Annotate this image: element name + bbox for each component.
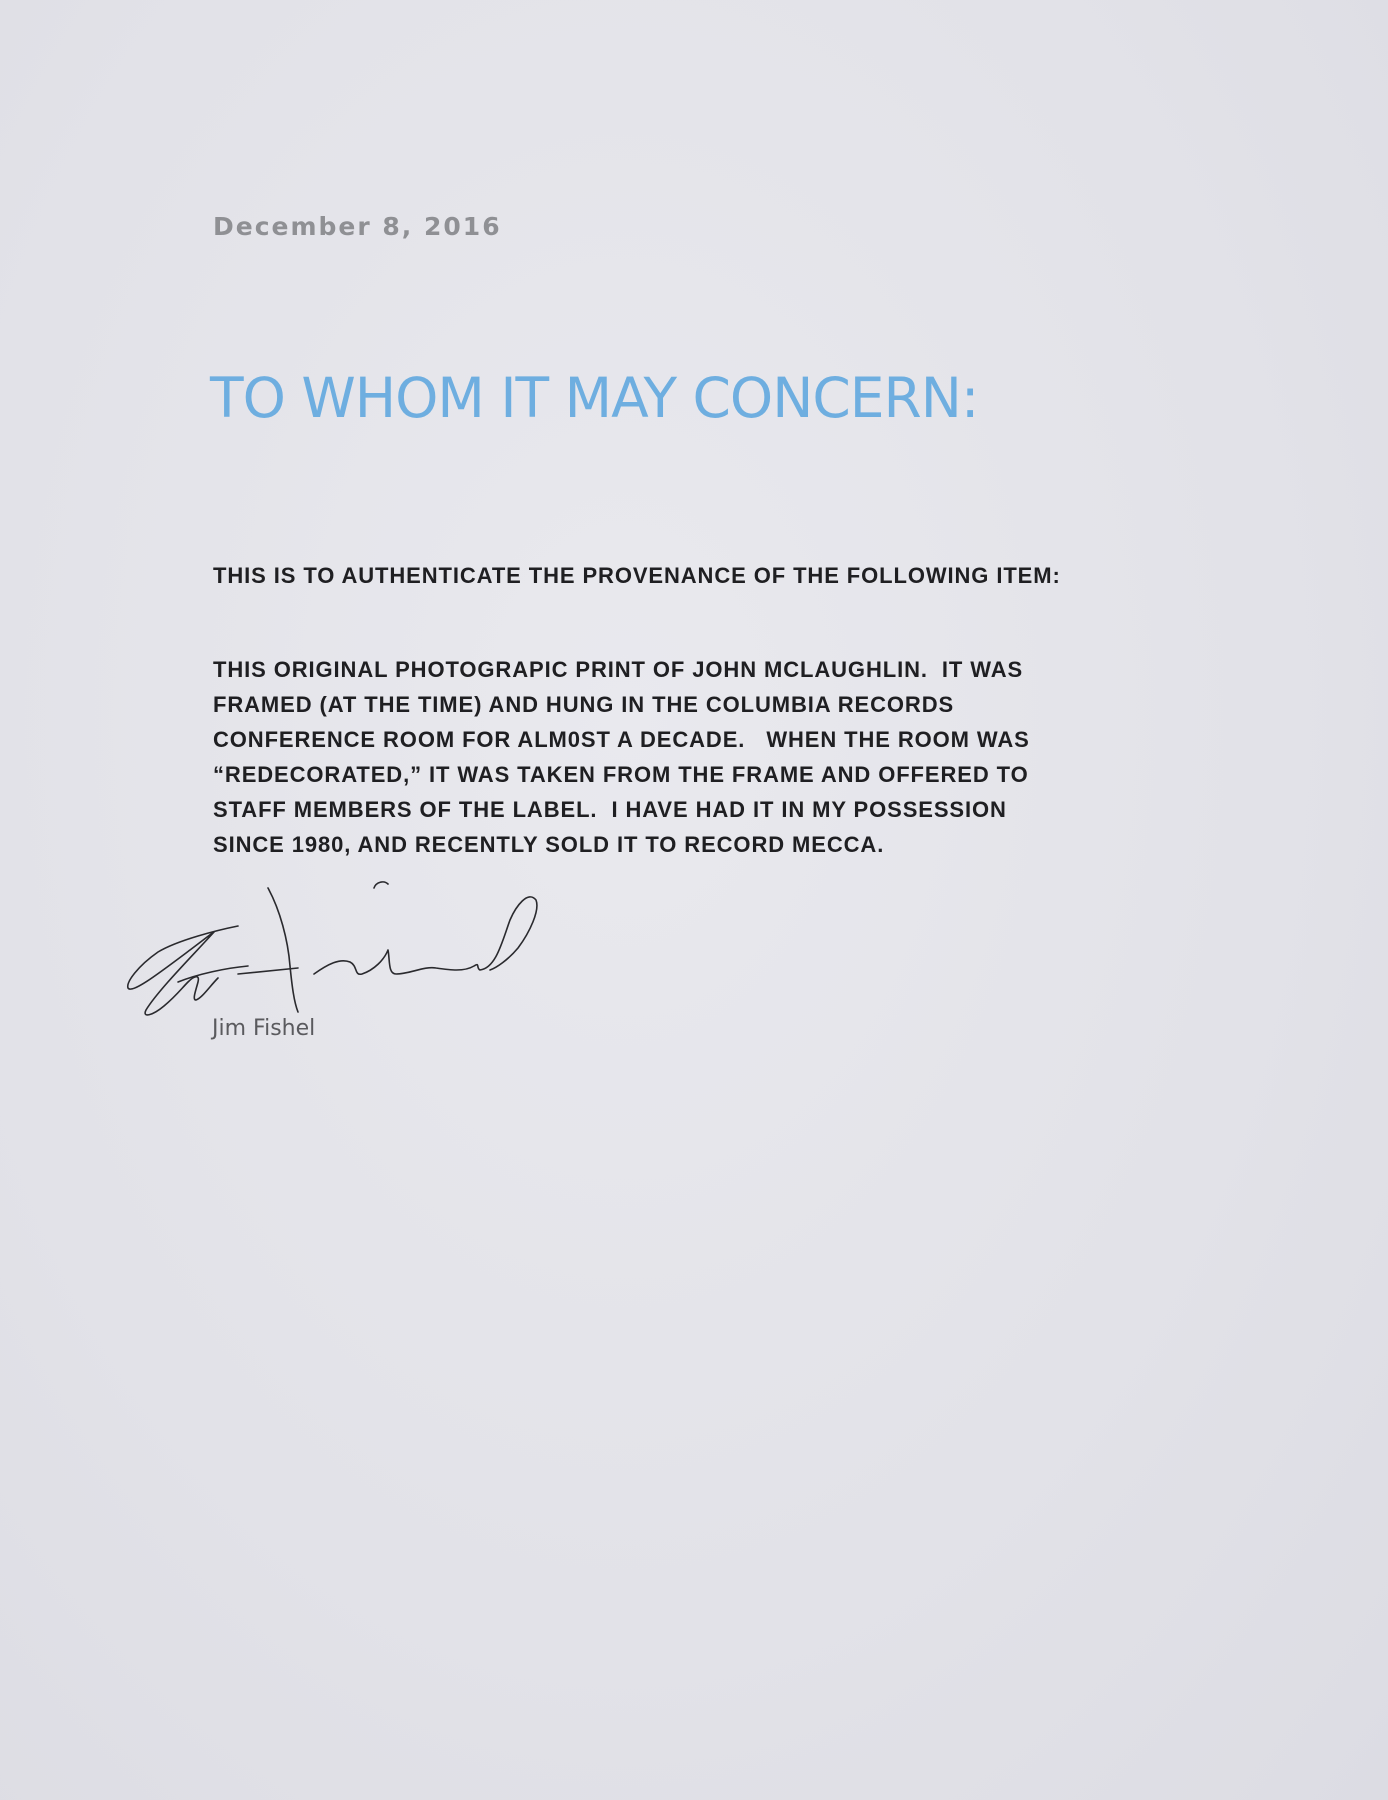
- salutation-heading: TO WHOM IT MAY CONCERN:: [210, 366, 979, 430]
- provenance-line: THIS ORIGINAL PHOTOGRAPIC PRINT OF JOHN MCLAUGHLIN. IT WAS: [213, 657, 1024, 682]
- letter-date: December 8, 2016: [213, 212, 502, 241]
- signature-stroke: [374, 882, 388, 888]
- signature-stroke: [238, 968, 298, 974]
- signature-stroke: [314, 897, 537, 974]
- authentication-statement: THIS IS TO AUTHENTICATE THE PROVENANCE OF THE FOLLOWING ITEM:: [213, 563, 1061, 588]
- signer-name: Jim Fishel: [212, 1016, 316, 1041]
- provenance-line: SINCE 1980, AND RECENTLY SOLD IT TO RECORD MECCA.: [213, 832, 885, 857]
- handwritten-signature: [118, 870, 608, 1040]
- provenance-line: “REDECORATED,” IT WAS TAKEN FROM THE FRAME AND OFFERED TO: [213, 762, 1029, 787]
- provenance-line: STAFF MEMBERS OF THE LABEL. I HAVE HAD IT IN MY POSSESSION: [213, 797, 1007, 822]
- provenance-line: FRAMED (AT THE TIME) AND HUNG IN THE COLUMBIA RECORDS: [213, 692, 955, 717]
- signature-stroke: [128, 926, 238, 1015]
- signature-stroke: [268, 888, 298, 1012]
- provenance-paragraph: [213, 652, 1213, 862]
- provenance-line: CONFERENCE ROOM FOR ALM0ST A DECADE. WHEN THE ROOM WAS: [213, 727, 1030, 752]
